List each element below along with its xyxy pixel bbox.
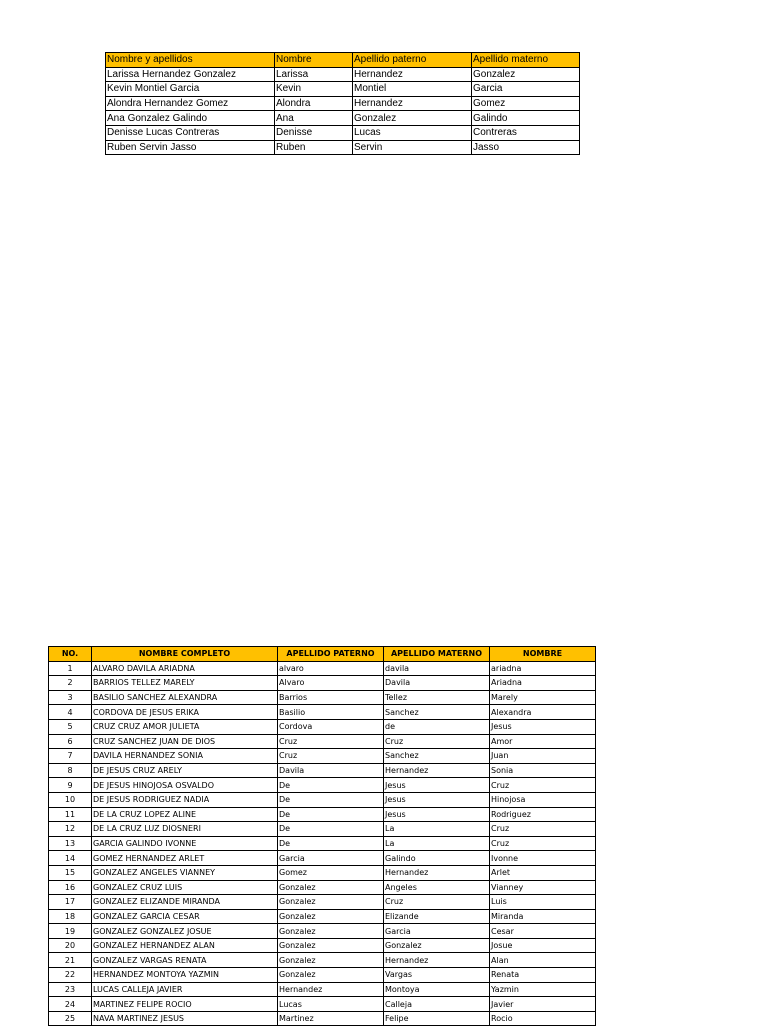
- cell-paternal-surname[interactable]: De: [278, 822, 384, 837]
- cell-paternal-surname[interactable]: Hernandez: [278, 982, 384, 997]
- table-row: [106, 111, 580, 126]
- cell-first-name[interactable]: Alan: [490, 953, 596, 968]
- cell-paternal-surname[interactable]: De: [278, 778, 384, 793]
- cell-maternal-surname[interactable]: Jesus: [384, 778, 490, 793]
- cell-maternal-surname[interactable]: Vargas: [384, 968, 490, 983]
- cell-paternal-surname[interactable]: alvaro: [278, 661, 384, 676]
- cell-full-name[interactable]: DE LA CRUZ LOPEZ ALINE: [92, 807, 278, 822]
- table-row: [106, 67, 580, 82]
- cell-number[interactable]: 6: [49, 734, 92, 749]
- column-header-maternal-surname[interactable]: APELLIDO MATERNO: [384, 647, 490, 662]
- cell-number[interactable]: 4: [49, 705, 92, 720]
- cell-maternal-surname[interactable]: Hernandez: [384, 763, 490, 778]
- table-row: [49, 763, 596, 778]
- cell-paternal-surname[interactable]: Lucas: [278, 997, 384, 1012]
- cell-maternal-surname[interactable]: Gonzalez: [472, 67, 580, 82]
- cell-full-name[interactable]: GONZALEZ GARCIA CESAR: [92, 909, 278, 924]
- cell-first-name[interactable]: Cruz: [490, 778, 596, 793]
- table-row: [49, 661, 596, 676]
- cell-first-name[interactable]: Jesus: [490, 719, 596, 734]
- cell-full-name[interactable]: LUCAS CALLEJA JAVIER: [92, 982, 278, 997]
- cell-paternal-surname[interactable]: Montiel: [353, 82, 472, 97]
- cell-first-name[interactable]: Amor: [490, 734, 596, 749]
- cell-paternal-surname[interactable]: Gonzalez: [278, 953, 384, 968]
- cell-full-name[interactable]: GONZALEZ ELIZANDE MIRANDA: [92, 895, 278, 910]
- cell-paternal-surname[interactable]: Davila: [278, 763, 384, 778]
- cell-maternal-surname[interactable]: Gomez: [472, 96, 580, 111]
- cell-maternal-surname[interactable]: Montoya: [384, 982, 490, 997]
- cell-full-name[interactable]: GOMEZ HERNANDEZ ARLET: [92, 851, 278, 866]
- cell-full-name[interactable]: Larissa Hernandez Gonzalez: [106, 67, 275, 82]
- cell-maternal-surname[interactable]: Felipe: [384, 1011, 490, 1026]
- cell-maternal-surname[interactable]: Contreras: [472, 125, 580, 140]
- cell-paternal-surname[interactable]: Gonzalez: [278, 909, 384, 924]
- table-row: [49, 705, 596, 720]
- cell-maternal-surname[interactable]: Garcia: [472, 82, 580, 97]
- cell-number[interactable]: 7: [49, 749, 92, 764]
- cell-first-name[interactable]: Arlet: [490, 865, 596, 880]
- cell-full-name[interactable]: DE JESUS HINOJOSA OSVALDO: [92, 778, 278, 793]
- cell-paternal-surname[interactable]: Gonzalez: [278, 880, 384, 895]
- cell-first-name[interactable]: Ana: [275, 111, 353, 126]
- cell-paternal-surname[interactable]: Cordova: [278, 719, 384, 734]
- cell-number[interactable]: 3: [49, 690, 92, 705]
- cell-maternal-surname[interactable]: Calleja: [384, 997, 490, 1012]
- table-row: [49, 938, 596, 953]
- cell-first-name[interactable]: Hinojosa: [490, 792, 596, 807]
- cell-first-name[interactable]: Sonia: [490, 763, 596, 778]
- cell-maternal-surname[interactable]: Jesus: [384, 792, 490, 807]
- cell-first-name[interactable]: Ivonne: [490, 851, 596, 866]
- cell-full-name[interactable]: GARCIA GALINDO IVONNE: [92, 836, 278, 851]
- cell-maternal-surname[interactable]: Angeles: [384, 880, 490, 895]
- cell-paternal-surname[interactable]: Gomez: [278, 865, 384, 880]
- column-header-full-name[interactable]: NOMBRE COMPLETO: [92, 647, 278, 662]
- cell-maternal-surname[interactable]: Hernandez: [384, 865, 490, 880]
- cell-maternal-surname[interactable]: Sanchez: [384, 705, 490, 720]
- table-row: [49, 851, 596, 866]
- cell-first-name[interactable]: Cruz: [490, 836, 596, 851]
- cell-full-name[interactable]: CRUZ CRUZ AMOR JULIETA: [92, 719, 278, 734]
- cell-full-name[interactable]: BASILIO SANCHEZ ALEXANDRA: [92, 690, 278, 705]
- cell-first-name[interactable]: ariadna: [490, 661, 596, 676]
- cell-number[interactable]: 1: [49, 661, 92, 676]
- table-row: [49, 997, 596, 1012]
- cell-full-name[interactable]: Denisse Lucas Contreras: [106, 125, 275, 140]
- cell-paternal-surname[interactable]: Barrios: [278, 690, 384, 705]
- cell-number[interactable]: 23: [49, 982, 92, 997]
- cell-number[interactable]: 15: [49, 865, 92, 880]
- cell-maternal-surname[interactable]: Gonzalez: [384, 938, 490, 953]
- cell-number[interactable]: 22: [49, 968, 92, 983]
- cell-maternal-surname[interactable]: Cruz: [384, 734, 490, 749]
- table-row: [106, 96, 580, 111]
- cell-number[interactable]: 12: [49, 822, 92, 837]
- table-row: [49, 836, 596, 851]
- cell-paternal-surname[interactable]: Gonzalez: [278, 938, 384, 953]
- cell-paternal-surname[interactable]: Gonzalez: [353, 111, 472, 126]
- cell-paternal-surname[interactable]: Servin: [353, 140, 472, 155]
- cell-maternal-surname[interactable]: Cruz: [384, 895, 490, 910]
- column-header-number[interactable]: NO.: [49, 647, 92, 662]
- cell-full-name[interactable]: NAVA MARTINEZ JESUS: [92, 1011, 278, 1026]
- cell-maternal-surname[interactable]: Garcia: [384, 924, 490, 939]
- cell-full-name[interactable]: GONZALEZ CRUZ LUIS: [92, 880, 278, 895]
- table-row: [49, 822, 596, 837]
- header-row: [106, 53, 580, 68]
- table-row: [49, 749, 596, 764]
- cell-first-name[interactable]: Larissa: [275, 67, 353, 82]
- cell-full-name[interactable]: HERNANDEZ MONTOYA YAZMIN: [92, 968, 278, 983]
- cell-first-name[interactable]: Luis: [490, 895, 596, 910]
- cell-first-name[interactable]: Renata: [490, 968, 596, 983]
- cell-full-name[interactable]: DAVILA HERNANDEZ SONIA: [92, 749, 278, 764]
- table-row: [49, 734, 596, 749]
- cell-number[interactable]: 18: [49, 909, 92, 924]
- cell-first-name[interactable]: Josue: [490, 938, 596, 953]
- column-header-paternal-surname[interactable]: Apellido paterno: [353, 53, 472, 68]
- cell-number[interactable]: 20: [49, 938, 92, 953]
- cell-first-name[interactable]: Rocio: [490, 1011, 596, 1026]
- cell-paternal-surname[interactable]: Alvaro: [278, 676, 384, 691]
- column-header-first-name[interactable]: NOMBRE: [490, 647, 596, 662]
- names-table-small: [105, 52, 580, 155]
- cell-maternal-surname[interactable]: de: [384, 719, 490, 734]
- column-header-paternal-surname[interactable]: APELLIDO PATERNO: [278, 647, 384, 662]
- cell-paternal-surname[interactable]: Cruz: [278, 749, 384, 764]
- table-row: [49, 909, 596, 924]
- cell-full-name[interactable]: GONZALEZ ANGELES VIANNEY: [92, 865, 278, 880]
- table-row: [49, 895, 596, 910]
- cell-full-name[interactable]: Alondra Hernandez Gomez: [106, 96, 275, 111]
- cell-paternal-surname[interactable]: Gonzalez: [278, 968, 384, 983]
- cell-first-name[interactable]: Denisse: [275, 125, 353, 140]
- cell-number[interactable]: 2: [49, 676, 92, 691]
- cell-full-name[interactable]: DE LA CRUZ LUZ DIOSNERI: [92, 822, 278, 837]
- cell-full-name[interactable]: GONZALEZ VARGAS RENATA: [92, 953, 278, 968]
- cell-full-name[interactable]: DE JESUS CRUZ ARELY: [92, 763, 278, 778]
- cell-number[interactable]: 5: [49, 719, 92, 734]
- cell-maternal-surname[interactable]: Tellez: [384, 690, 490, 705]
- cell-paternal-surname[interactable]: Gonzalez: [278, 895, 384, 910]
- cell-number[interactable]: 17: [49, 895, 92, 910]
- cell-first-name[interactable]: Vianney: [490, 880, 596, 895]
- cell-first-name[interactable]: Kevin: [275, 82, 353, 97]
- cell-full-name[interactable]: DE JESUS RODRIGUEZ NADIA: [92, 792, 278, 807]
- cell-first-name[interactable]: Ariadna: [490, 676, 596, 691]
- cell-first-name[interactable]: Alondra: [275, 96, 353, 111]
- cell-number[interactable]: 10: [49, 792, 92, 807]
- cell-number[interactable]: 16: [49, 880, 92, 895]
- cell-paternal-surname[interactable]: Basilio: [278, 705, 384, 720]
- cell-maternal-surname[interactable]: Sanchez: [384, 749, 490, 764]
- cell-maternal-surname[interactable]: Davila: [384, 676, 490, 691]
- table-row: [49, 676, 596, 691]
- cell-number[interactable]: 11: [49, 807, 92, 822]
- cell-number[interactable]: 14: [49, 851, 92, 866]
- cell-paternal-surname[interactable]: Garcia: [278, 851, 384, 866]
- column-header-full-name[interactable]: Nombre y apellidos: [106, 53, 275, 68]
- cell-full-name[interactable]: GONZALEZ GONZALEZ JOSUE: [92, 924, 278, 939]
- cell-first-name[interactable]: Miranda: [490, 909, 596, 924]
- table-row: [49, 807, 596, 822]
- table-row: [49, 719, 596, 734]
- cell-first-name[interactable]: Yazmin: [490, 982, 596, 997]
- table-row: [106, 140, 580, 155]
- table-row: [49, 982, 596, 997]
- table-row: [49, 968, 596, 983]
- cell-first-name[interactable]: Cesar: [490, 924, 596, 939]
- cell-maternal-surname[interactable]: La: [384, 836, 490, 851]
- cell-paternal-surname[interactable]: Gonzalez: [278, 924, 384, 939]
- table-row: [49, 690, 596, 705]
- cell-first-name[interactable]: Cruz: [490, 822, 596, 837]
- cell-full-name[interactable]: BARRIOS TELLEZ MARELY: [92, 676, 278, 691]
- cell-paternal-surname[interactable]: Cruz: [278, 734, 384, 749]
- cell-first-name[interactable]: Rodriguez: [490, 807, 596, 822]
- cell-number[interactable]: 13: [49, 836, 92, 851]
- cell-full-name[interactable]: Kevin Montiel Garcia: [106, 82, 275, 97]
- table-row: [49, 880, 596, 895]
- cell-full-name[interactable]: GONZALEZ HERNANDEZ ALAN: [92, 938, 278, 953]
- column-header-first-name[interactable]: Nombre: [275, 53, 353, 68]
- cell-full-name[interactable]: CORDOVA DE JESUS ERIKA: [92, 705, 278, 720]
- cell-maternal-surname[interactable]: Jasso: [472, 140, 580, 155]
- cell-maternal-surname[interactable]: Galindo: [384, 851, 490, 866]
- cell-paternal-surname[interactable]: De: [278, 836, 384, 851]
- cell-paternal-surname[interactable]: De: [278, 792, 384, 807]
- cell-paternal-surname[interactable]: De: [278, 807, 384, 822]
- table-row: [106, 125, 580, 140]
- cell-paternal-surname[interactable]: Martinez: [278, 1011, 384, 1026]
- table-row: [49, 865, 596, 880]
- cell-full-name[interactable]: ALVARO DAVILA ARIADNA: [92, 661, 278, 676]
- cell-paternal-surname[interactable]: Hernandez: [353, 96, 472, 111]
- table-row: [49, 792, 596, 807]
- cell-full-name[interactable]: Ana Gonzalez Galindo: [106, 111, 275, 126]
- cell-maternal-surname[interactable]: La: [384, 822, 490, 837]
- cell-number[interactable]: 25: [49, 1011, 92, 1026]
- cell-first-name[interactable]: Marely: [490, 690, 596, 705]
- table-row: [106, 82, 580, 97]
- cell-first-name[interactable]: Alexandra: [490, 705, 596, 720]
- table-row: [49, 778, 596, 793]
- table-row: [49, 953, 596, 968]
- cell-number[interactable]: 24: [49, 997, 92, 1012]
- header-row: [49, 647, 596, 662]
- cell-number[interactable]: 8: [49, 763, 92, 778]
- cell-maternal-surname[interactable]: Jesus: [384, 807, 490, 822]
- student-names-table: [48, 646, 596, 1026]
- cell-full-name[interactable]: CRUZ SANCHEZ JUAN DE DIOS: [92, 734, 278, 749]
- column-header-maternal-surname[interactable]: Apellido materno: [472, 53, 580, 68]
- table-row: [49, 924, 596, 939]
- cell-maternal-surname[interactable]: davila: [384, 661, 490, 676]
- cell-number[interactable]: 9: [49, 778, 92, 793]
- cell-paternal-surname[interactable]: Hernandez: [353, 67, 472, 82]
- cell-paternal-surname[interactable]: Lucas: [353, 125, 472, 140]
- cell-full-name[interactable]: Ruben Servin Jasso: [106, 140, 275, 155]
- cell-maternal-surname[interactable]: Elizande: [384, 909, 490, 924]
- cell-first-name[interactable]: Javier: [490, 997, 596, 1012]
- cell-first-name[interactable]: Ruben: [275, 140, 353, 155]
- cell-first-name[interactable]: Juan: [490, 749, 596, 764]
- cell-maternal-surname[interactable]: Hernandez: [384, 953, 490, 968]
- cell-full-name[interactable]: MARTINEZ FELIPE ROCIO: [92, 997, 278, 1012]
- cell-number[interactable]: 19: [49, 924, 92, 939]
- cell-maternal-surname[interactable]: Galindo: [472, 111, 580, 126]
- cell-number[interactable]: 21: [49, 953, 92, 968]
